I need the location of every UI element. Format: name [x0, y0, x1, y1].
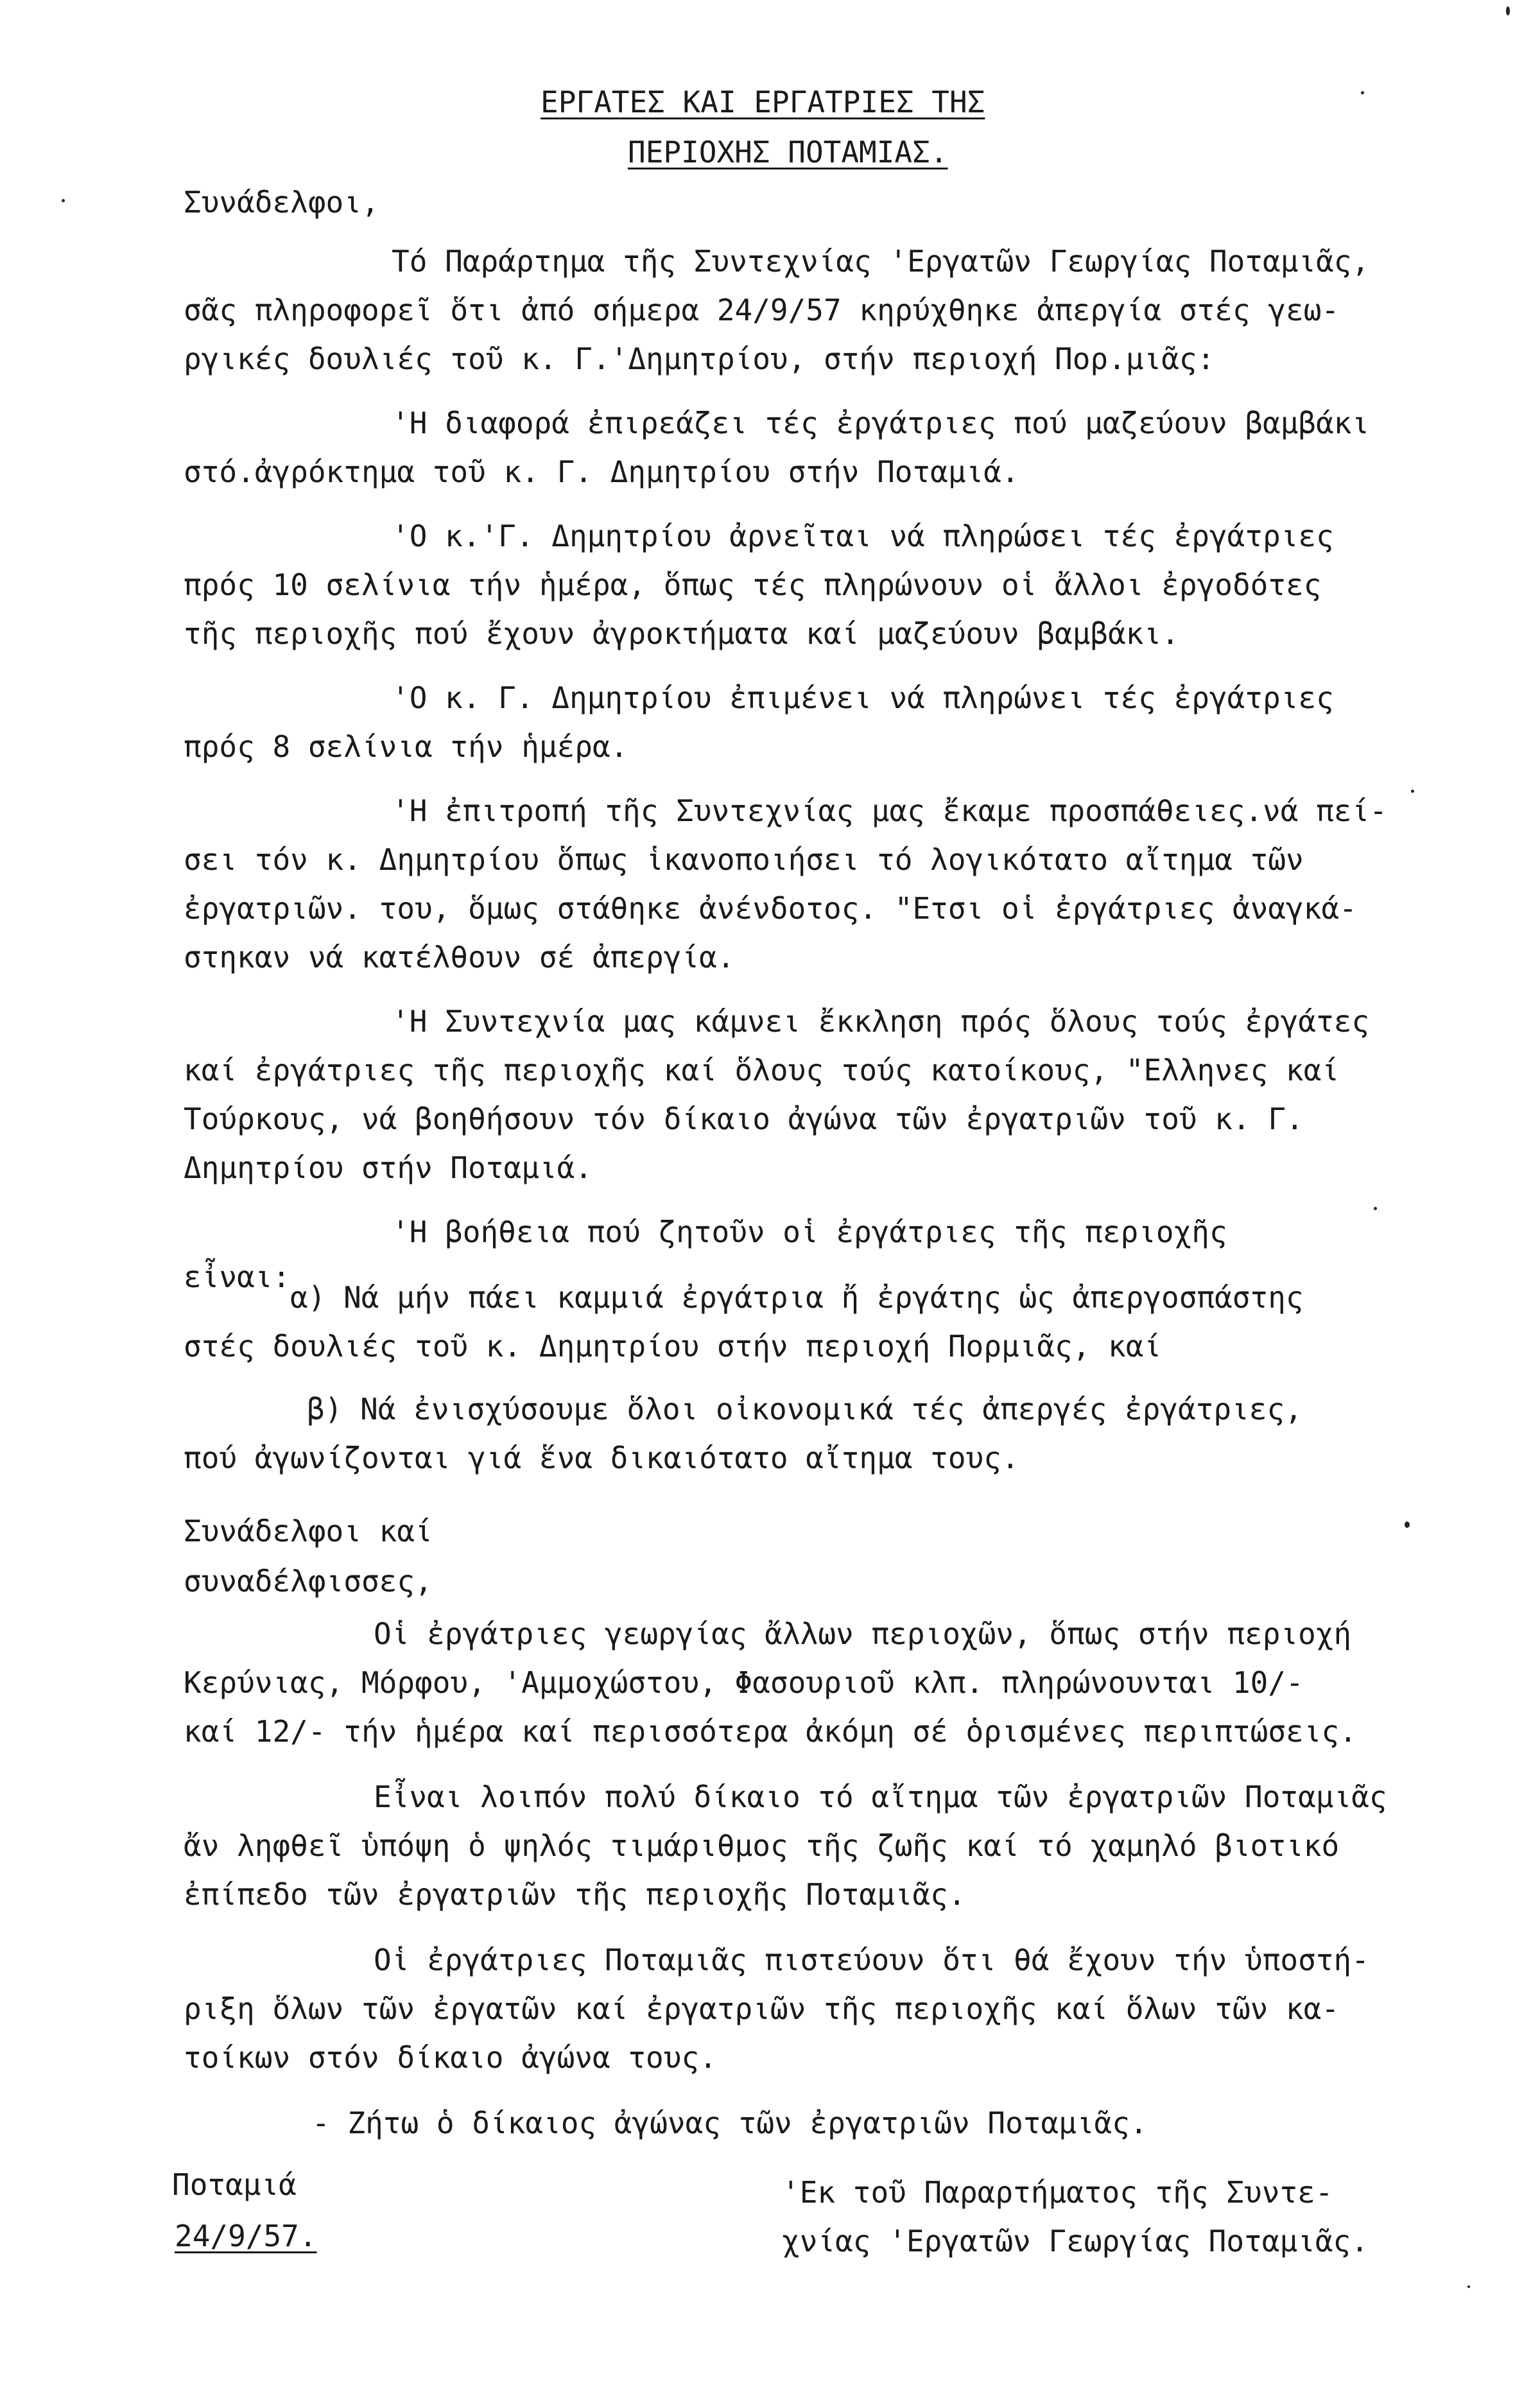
body-line: στηκαν νά κατέλθουν σέ ἀπεργία. — [184, 940, 735, 975]
body-line: 'Η Συντεχνία μας κάμνει ἔκκληση πρός ὅλους τούς ἐργάτες — [392, 1004, 1370, 1039]
body-line: 'Η βοήθεια πού ζητοῦν οἱ ἐργάτριες τῆς περιοχῆς — [392, 1215, 1227, 1249]
signature-line-1: 'Εκ τοῦ Παραρτήματος τῆς Συντε- — [782, 2175, 1333, 2210]
scan-speck — [62, 199, 65, 202]
body-line: β) Νά ἐνισχύσουμε ὅλοι οἰκονομικά τές ἀπεργές ἐργάτριες, — [307, 1392, 1302, 1426]
body-line: 'Η διαφορά ἐπιρεάζει τές ἐργάτριες πού μαζεύουν βαμβάκι — [392, 406, 1370, 440]
body-line: 'Η ἐπιτροπή τῆς Συντεχνίας μας ἔκαμε προσπάθειες.νά πεί- — [392, 793, 1387, 828]
body-line: πού ἀγωνίζονται γιά ἕνα δικαιότατο αἴτημα τους. — [184, 1441, 1019, 1475]
scan-speck — [1374, 1207, 1377, 1210]
body-line: Τούρκους, νά βοηθήσουν τόν δίκαιο ἀγώνα τῶν ἐργατριῶν τοῦ κ. Γ. — [184, 1102, 1304, 1136]
body-line: 'Ο κ.'Γ. Δημητρίου ἀρνεῖται νά πληρώσει τές ἐργάτριες — [392, 519, 1334, 553]
body-line: Εἶναι λοιπόν πολύ δίκαιο τό αἴτημα τῶν ἐργατριῶν Ποταμιᾶς — [374, 1780, 1387, 1814]
body-line: Δημητρίου στήν Ποταμιά. — [184, 1150, 593, 1185]
body-line: πρός 8 σελίνια τήν ἡμέρα. — [184, 729, 628, 764]
scan-speck — [1411, 790, 1414, 793]
body-line: ριξη ὅλων τῶν ἐργατῶν καί ἐργατριῶν τῆς περιοχῆς καί ὅλων τῶν κα- — [184, 1991, 1340, 2026]
salutation: Συνάδελφοι, — [184, 185, 379, 220]
body-line: στές δουλιές τοῦ κ. Δημητρίου στήν περιοχή Πορμιᾶς, καί — [184, 1329, 1162, 1364]
body-line: Τό Παράρτημα τῆς Συντεχνίας 'Εργατῶν Γεωργίας Ποταμιᾶς, — [392, 244, 1370, 279]
body-line: 'Ο κ. Γ. Δημητρίου ἐπιμένει νά πληρώνει τές ἐργάτριες — [392, 680, 1334, 715]
body-line: ἄν ληφθεῖ ὑπόψη ὁ ψηλός τιμάριθμος τῆς ζωῆς καί τό χαμηλό βιοτικό — [184, 1828, 1340, 1863]
signature-line-2: χνίας 'Εργατῶν Γεωργίας Ποταμιᾶς. — [782, 2224, 1369, 2258]
body-line: ἐπίπεδο τῶν ἐργατριῶν τῆς περιοχῆς Ποταμιᾶς. — [184, 1877, 966, 1912]
place-name: Ποταμιά — [172, 2167, 297, 2202]
body-line: πρός 10 σελίνια τήν ἡμέρα, ὅπως τές πληρώνουν οἱ ἄλλοι ἐργοδότες — [184, 568, 1322, 602]
body-line: καί ἐργάτριες τῆς περιοχῆς καί ὅλους τούς κατοίκους, "Ελληνες καί — [184, 1053, 1340, 1088]
scan-speck — [1405, 1521, 1410, 1528]
body-line: Κερύνιας, Μόρφου, 'Αμμοχώστου, Φασουριοῦ κλπ. πληρώνουνται 10/- — [184, 1665, 1304, 1700]
body-line: Οἱ ἐργάτριες Ποταμιᾶς πιστεύουν ὅτι θά ἔχουν τήν ὑποστή- — [374, 1943, 1369, 1977]
title-line-1: ΕΡΓΑΤΕΣ ΚΑΙ ΕΡΓΑΤΡΙΕΣ ΤΗΣ — [541, 85, 985, 119]
body-line: Οἱ ἐργάτριες γεωργίας ἄλλων περιοχῶν, ὅπως στήν περιοχή — [374, 1616, 1352, 1651]
body-line: τοίκων στόν δίκαιο ἀγώνα τους. — [184, 2040, 717, 2075]
body-line: ἐργατριῶν. του, ὅμως στάθηκε ἀνένδοτος. "Ετσι οἱ ἐργάτριες ἀναγκά- — [184, 891, 1357, 926]
body-line: συναδέλφισσες, — [184, 1564, 433, 1599]
title-line-2: ΠΕΡΙΟΧΗΣ ΠΟΤΑΜΙΑΣ. — [628, 135, 948, 169]
body-line: στό.ἀγρόκτημα τοῦ κ. Γ. Δημητρίου στήν Ποταμιά. — [184, 455, 1019, 489]
body-line: α) Νά μήν πάει καμμιά ἐργάτρια ἤ ἐργάτης ὡς ἀπεργοσπάστης — [290, 1280, 1304, 1315]
body-line: Συνάδελφοι καί — [184, 1514, 433, 1548]
scan-speck — [1361, 91, 1364, 94]
slogan-line: - Ζήτω ὁ δίκαιος ἀγώνας τῶν ἐργατριῶν Ποταμιᾶς. — [312, 2106, 1148, 2140]
scan-speck — [1467, 2285, 1470, 2288]
body-line: καί 12/- τήν ἡμέρα καί περισσότερα ἀκόμη σέ ὁρισμένες περιπτώσεις. — [184, 1714, 1357, 1749]
body-line: ργικές δουλιές τοῦ κ. Γ.'Δημητρίου, στήν περιοχή Πορ.μιᾶς: — [184, 342, 1215, 376]
body-line: σᾶς πληροφορεῖ ὅτι ἀπό σήμερα 24/9/57 κηρύχθηκε ἀπεργία στές γεω- — [184, 293, 1340, 327]
body-line: εἶναι: — [184, 1260, 291, 1294]
body-line: τῆς περιοχῆς πού ἔχουν ἀγροκτήματα καί μαζεύουν βαμβάκι. — [184, 616, 1179, 651]
scan-speck — [1506, 6, 1510, 15]
date-line: 24/9/57. — [175, 2219, 317, 2253]
body-line: σει τόν κ. Δημητρίου ὅπως ἱκανοποιήσει τό λογικότατο αἴτημα τῶν — [184, 842, 1304, 877]
